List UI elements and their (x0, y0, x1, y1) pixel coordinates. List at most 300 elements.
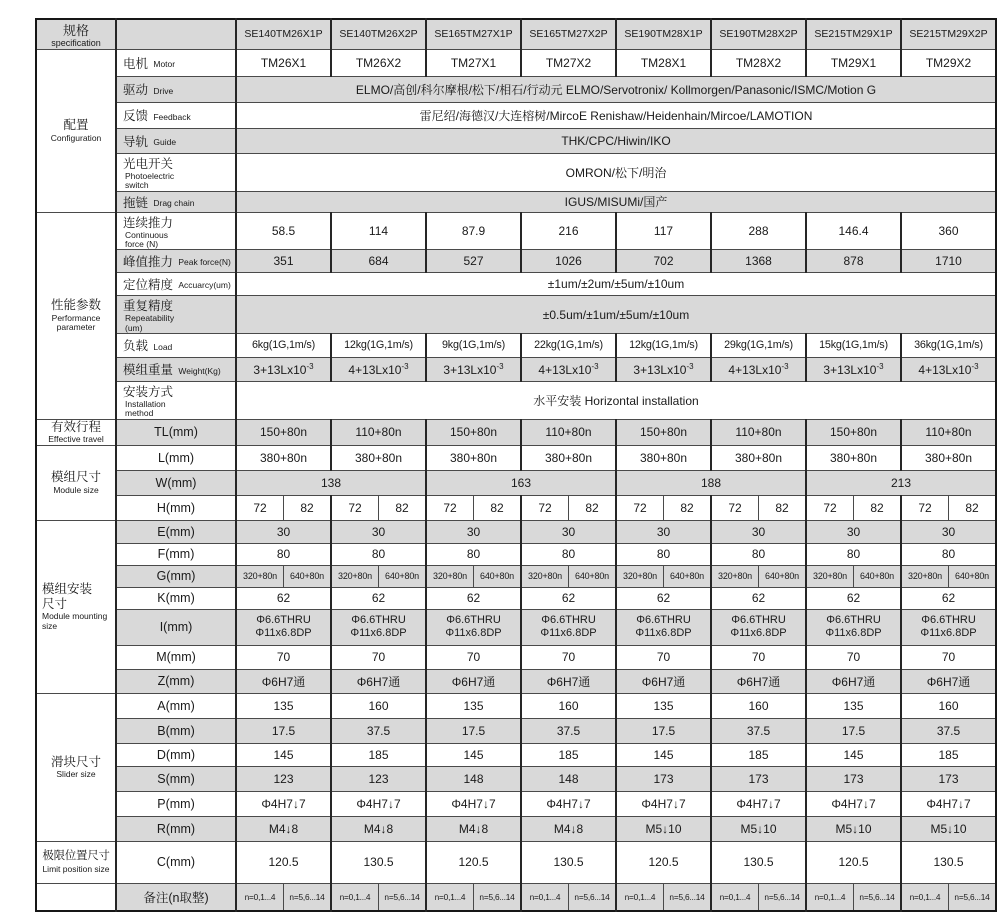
value-cell: 80 (711, 543, 806, 565)
label-en: Continuous force (N) (125, 229, 169, 249)
label-zh: 滑块尺寸 (50, 754, 101, 769)
label-en: Load (153, 341, 173, 352)
table-row (36, 645, 996, 669)
row-label-i: I(mm) (116, 609, 236, 645)
value-cell (806, 357, 901, 381)
value-cell: 1710 (901, 250, 996, 273)
value-cell: Φ4H7↓7 (236, 791, 331, 816)
hole-spec-line2: Φ11x6.8DP (825, 627, 882, 640)
label-zh: 安装方式 (123, 384, 174, 399)
value-cell: 82 (854, 495, 902, 520)
hole-spec-line1: Φ6.6THRU (826, 614, 881, 627)
value-cell: ±0.5um/±1um/±5um/±10um (236, 296, 996, 334)
product-header: SE140TM26X1P (236, 19, 331, 49)
hole-spec-line1: Φ6.6THRU (921, 614, 976, 627)
hole-spec-line1: Φ6.6THRU (256, 614, 311, 627)
value-cell: M4↓8 (331, 816, 426, 841)
value-cell: 138 (236, 470, 426, 495)
value-cell: 213 (806, 470, 996, 495)
hole-spec-line1: Φ6.6THRU (731, 614, 786, 627)
value-cell: 70 (711, 645, 806, 669)
table-row (36, 419, 996, 445)
hole-spec-line1: Φ6.6THRU (541, 614, 596, 627)
value-cell: 82 (474, 495, 522, 520)
value-cell: 145 (616, 743, 711, 766)
value-cell: 380+80n (236, 445, 331, 470)
label-en: Accuarcy(um) (178, 280, 231, 291)
value-cell: ELMO/高创/科尔摩根/松下/相石/行动元 ELMO/Servotronix/ Kollmorgen/Panasonic/ISMC/Motion G (236, 76, 996, 102)
value-cell: n=5,6...14 (474, 883, 522, 911)
row-label-peak-force (116, 250, 236, 273)
spec-sheet (35, 18, 997, 912)
value-cell: Φ6H7通 (806, 669, 901, 693)
value-cell: 雷尼绍/海德汉/大连榕树/MircoE Renishaw/Heidenhain/Mircoe/LAMOTION (236, 102, 996, 128)
product-header: SE215TM29X2P (901, 19, 996, 49)
value-cell: 29kg(1G,1m/s) (711, 333, 806, 357)
value-cell: 37.5 (331, 718, 426, 743)
label-zh: 模组尺寸 (50, 470, 101, 485)
value-cell: 288 (711, 212, 806, 250)
value-cell: Φ4H7↓7 (711, 791, 806, 816)
value-cell: Φ6H7通 (711, 669, 806, 693)
value-cell: 185 (521, 743, 616, 766)
row-label-h: H(mm) (116, 495, 236, 520)
label-zh: 峰值推力 (123, 255, 174, 270)
value-cell: 62 (901, 587, 996, 609)
row-label-w: W(mm) (116, 470, 236, 495)
value-cell: n=0,1...4 (521, 883, 569, 911)
value-cell: 17.5 (616, 718, 711, 743)
weight-exponent: -3 (306, 361, 314, 371)
value-cell: 130.5 (331, 841, 426, 883)
value-cell: 72 (616, 495, 664, 520)
hole-spec-line2: Φ11x6.8DP (255, 627, 312, 640)
row-label-photoelectric-switch (116, 153, 236, 191)
table-row (36, 693, 996, 718)
table-row (36, 543, 996, 565)
value-cell: 146.4 (806, 212, 901, 250)
value-cell: 120.5 (426, 841, 521, 883)
label-zh: 电机 (123, 56, 149, 71)
value-cell: 120.5 (236, 841, 331, 883)
value-cell: 320+80n (711, 565, 759, 587)
value-cell: 173 (901, 766, 996, 791)
label-en: specification (51, 38, 101, 48)
value-cell: 62 (711, 587, 806, 609)
label-en: Repeatability (um) (125, 313, 175, 333)
value-cell: 70 (806, 645, 901, 669)
table-row (36, 357, 996, 381)
value-cell: 80 (901, 543, 996, 565)
table-row (36, 609, 996, 645)
value-cell (711, 357, 806, 381)
label-zh: 定位精度 (123, 278, 174, 293)
table-row (36, 296, 996, 334)
value-cell: 878 (806, 250, 901, 273)
value-cell: 123 (236, 766, 331, 791)
value-cell: M5↓10 (616, 816, 711, 841)
value-cell: 684 (331, 250, 426, 273)
value-cell: 145 (806, 743, 901, 766)
value-cell: 70 (236, 645, 331, 669)
value-cell: 380+80n (426, 445, 521, 470)
label-en: Peak force(N) (178, 257, 231, 268)
table-row (36, 766, 996, 791)
value-cell: M5↓10 (806, 816, 901, 841)
table-row (36, 212, 996, 250)
label-en: Installation method (125, 398, 166, 419)
label-zh: 导轨 (123, 134, 149, 149)
value-cell: 173 (616, 766, 711, 791)
value-cell: 12kg(1G,1m/s) (616, 333, 711, 357)
value-cell (806, 609, 901, 645)
label-zh: 有效行程 (50, 419, 101, 434)
label-en: Drag chain (153, 197, 195, 208)
row-label-r: R(mm) (116, 816, 236, 841)
weight-base: 3+13Lx10 (823, 362, 877, 377)
bottom-left-empty-cell (36, 883, 116, 911)
value-cell: 120.5 (616, 841, 711, 883)
value-cell: TM29X2 (901, 49, 996, 76)
value-cell: TM27X2 (521, 49, 616, 76)
value-cell: 62 (331, 587, 426, 609)
value-cell: 148 (521, 766, 616, 791)
value-cell: 82 (759, 495, 807, 520)
value-cell: 30 (806, 520, 901, 543)
table-row (36, 669, 996, 693)
row-label-p: P(mm) (116, 791, 236, 816)
section-label-limit-position-size (36, 841, 116, 883)
label-zh: 光电开关 (123, 156, 174, 171)
value-cell: 30 (616, 520, 711, 543)
value-cell: 145 (236, 743, 331, 766)
value-cell: 145 (426, 743, 521, 766)
row-label-repeatability (116, 296, 236, 334)
value-cell: 173 (806, 766, 901, 791)
value-cell: 82 (379, 495, 427, 520)
hole-spec-line2: Φ11x6.8DP (920, 627, 977, 640)
row-label-feedback (116, 102, 236, 128)
value-cell: 72 (901, 495, 949, 520)
value-cell: Φ4H7↓7 (426, 791, 521, 816)
hole-spec-line1: Φ6.6THRU (446, 614, 501, 627)
value-cell: 6kg(1G,1m/s) (236, 333, 331, 357)
value-cell: 72 (806, 495, 854, 520)
value-cell (901, 609, 996, 645)
row-label-s: S(mm) (116, 766, 236, 791)
value-cell: 320+80n (616, 565, 664, 587)
row-label-load (116, 333, 236, 357)
value-cell: Φ6H7通 (426, 669, 521, 693)
value-cell: n=0,1...4 (616, 883, 664, 911)
value-cell: 160 (711, 693, 806, 718)
value-cell: 640+80n (854, 565, 902, 587)
value-cell: Φ4H7↓7 (806, 791, 901, 816)
value-cell (521, 357, 616, 381)
table-row (36, 445, 996, 470)
value-cell: TM26X2 (331, 49, 426, 76)
value-cell: 640+80n (379, 565, 427, 587)
value-cell: 72 (521, 495, 569, 520)
table-row (36, 250, 996, 273)
value-cell: 320+80n (901, 565, 949, 587)
value-cell: 320+80n (806, 565, 854, 587)
value-cell: Φ6H7通 (521, 669, 616, 693)
hole-spec-line2: Φ11x6.8DP (540, 627, 597, 640)
value-cell: 185 (331, 743, 426, 766)
table-row (36, 495, 996, 520)
table-row (36, 153, 996, 191)
value-cell: 80 (806, 543, 901, 565)
product-header: SE215TM29X1P (806, 19, 901, 49)
label-zh: 模组安装尺寸 (42, 582, 93, 611)
value-cell: n=0,1...4 (331, 883, 379, 911)
label-zh: 驱动 (123, 83, 149, 98)
hole-spec-line2: Φ11x6.8DP (350, 627, 407, 640)
label-en: Slider size (56, 769, 96, 780)
value-cell: 130.5 (711, 841, 806, 883)
value-cell: 62 (426, 587, 521, 609)
row-label-k: K(mm) (116, 587, 236, 609)
value-cell: 37.5 (901, 718, 996, 743)
row-label-f: F(mm) (116, 543, 236, 565)
label-en: Weight(Kg) (178, 365, 221, 376)
value-cell: 130.5 (901, 841, 996, 883)
table-row (36, 841, 996, 883)
value-cell: 80 (616, 543, 711, 565)
value-cell: 185 (711, 743, 806, 766)
table-row (36, 743, 996, 766)
table-row (36, 128, 996, 153)
value-cell: n=5,6...14 (664, 883, 712, 911)
value-cell: Φ6H7通 (236, 669, 331, 693)
value-cell: 110+80n (521, 419, 616, 445)
hole-spec-line2: Φ11x6.8DP (635, 627, 692, 640)
label-en: Drive (153, 85, 174, 96)
weight-base: 3+13Lx10 (253, 362, 307, 377)
label-en: Performance parameter (51, 312, 101, 333)
value-cell: 82 (664, 495, 712, 520)
table-row (36, 76, 996, 102)
weight-base: 4+13Lx10 (728, 362, 782, 377)
row-label-l: L(mm) (116, 445, 236, 470)
value-cell: Φ6H7通 (901, 669, 996, 693)
value-cell: IGUS/MISUMi/国产 (236, 191, 996, 212)
hole-spec-line2: Φ11x6.8DP (445, 627, 502, 640)
value-cell: M4↓8 (236, 816, 331, 841)
value-cell (521, 609, 616, 645)
table-row (36, 333, 996, 357)
value-cell: 188 (616, 470, 806, 495)
row-label-d: D(mm) (116, 743, 236, 766)
label-zh: 极限位置尺寸 (42, 850, 110, 863)
label-en: Guide (153, 137, 177, 148)
value-cell: 320+80n (331, 565, 379, 587)
value-cell: 135 (426, 693, 521, 718)
value-cell: 123 (331, 766, 426, 791)
table-row (36, 816, 996, 841)
value-cell: Φ4H7↓7 (901, 791, 996, 816)
value-cell: n=0,1...4 (806, 883, 854, 911)
value-cell: n=0,1...4 (901, 883, 949, 911)
value-cell: TM29X1 (806, 49, 901, 76)
value-cell: 70 (331, 645, 426, 669)
value-cell: TM27X1 (426, 49, 521, 76)
section-label-effective-travel (36, 419, 116, 445)
value-cell: 320+80n (521, 565, 569, 587)
row-label-motor (116, 49, 236, 76)
value-cell: 148 (426, 766, 521, 791)
corner-spec-label (36, 19, 116, 49)
value-cell: M5↓10 (901, 816, 996, 841)
value-cell: 114 (331, 212, 426, 250)
label-zh: 配置 (63, 118, 89, 133)
label-zh: 反馈 (123, 109, 149, 124)
value-cell: 351 (236, 250, 331, 273)
value-cell: OMRON/松下/明治 (236, 153, 996, 191)
value-cell (711, 609, 806, 645)
value-cell: 1026 (521, 250, 616, 273)
value-cell: M4↓8 (521, 816, 616, 841)
value-cell: n=0,1...4 (426, 883, 474, 911)
value-cell: 640+80n (759, 565, 807, 587)
product-header: SE140TM26X2P (331, 19, 426, 49)
value-cell: TM28X1 (616, 49, 711, 76)
value-cell: 58.5 (236, 212, 331, 250)
value-cell: 527 (426, 250, 521, 273)
value-cell: 30 (711, 520, 806, 543)
value-cell: Φ6H7通 (616, 669, 711, 693)
label-zh: 连续推力 (123, 215, 174, 230)
value-cell: 9kg(1G,1m/s) (426, 333, 521, 357)
label-zh: 规格 (62, 23, 89, 38)
value-cell: 70 (901, 645, 996, 669)
label-zh: 模组重量 (123, 363, 174, 378)
table-row (36, 791, 996, 816)
section-label-configuration (36, 49, 116, 212)
section-label-slider-size (36, 693, 116, 841)
value-cell: 110+80n (711, 419, 806, 445)
value-cell: 640+80n (474, 565, 522, 587)
value-cell: 117 (616, 212, 711, 250)
value-cell: 37.5 (711, 718, 806, 743)
value-cell: 80 (426, 543, 521, 565)
label-zh: 重复精度 (123, 299, 174, 314)
value-cell: M4↓8 (426, 816, 521, 841)
row-label-b: B(mm) (116, 718, 236, 743)
value-cell: 135 (806, 693, 901, 718)
value-cell: TM26X1 (236, 49, 331, 76)
value-cell: 72 (426, 495, 474, 520)
value-cell: 160 (901, 693, 996, 718)
value-cell: 30 (521, 520, 616, 543)
weight-base: 3+13Lx10 (443, 362, 497, 377)
value-cell: 110+80n (901, 419, 996, 445)
value-cell: Φ4H7↓7 (331, 791, 426, 816)
label-en: Effective travel (48, 434, 104, 445)
value-cell: 80 (236, 543, 331, 565)
value-cell: 17.5 (236, 718, 331, 743)
value-cell: 150+80n (616, 419, 711, 445)
value-cell: 1368 (711, 250, 806, 273)
value-cell: 702 (616, 250, 711, 273)
value-cell: 216 (521, 212, 616, 250)
row-label-drag-chain (116, 191, 236, 212)
value-cell: 37.5 (521, 718, 616, 743)
value-cell: 640+80n (284, 565, 332, 587)
header-row (36, 19, 996, 49)
value-cell: 130.5 (521, 841, 616, 883)
section-label-performance (36, 212, 116, 419)
value-cell: 380+80n (521, 445, 616, 470)
weight-exponent: -3 (496, 361, 504, 371)
table-row (36, 191, 996, 212)
value-cell: 12kg(1G,1m/s) (331, 333, 426, 357)
value-cell: n=5,6...14 (284, 883, 332, 911)
table-row (36, 273, 996, 296)
value-cell: 30 (331, 520, 426, 543)
value-cell: 82 (569, 495, 617, 520)
value-cell (331, 357, 426, 381)
row-label-accuracy (116, 273, 236, 296)
value-cell: 185 (901, 743, 996, 766)
value-cell: 110+80n (331, 419, 426, 445)
weight-base: 4+13Lx10 (918, 362, 972, 377)
row-label-g: G(mm) (116, 565, 236, 587)
value-cell: 22kg(1G,1m/s) (521, 333, 616, 357)
row-label-m: M(mm) (116, 645, 236, 669)
hole-spec-line2: Φ11x6.8DP (730, 627, 787, 640)
row-label-tl: TL(mm) (116, 419, 236, 445)
row-label-z: Z(mm) (116, 669, 236, 693)
value-cell: n=5,6...14 (379, 883, 427, 911)
weight-exponent: -3 (591, 361, 599, 371)
value-cell: 80 (331, 543, 426, 565)
value-cell: 72 (236, 495, 284, 520)
value-cell: 72 (711, 495, 759, 520)
row-label-installation (116, 381, 236, 419)
value-cell: Φ4H7↓7 (521, 791, 616, 816)
row-label-remark: 备注(n取整) (116, 883, 236, 911)
weight-exponent: -3 (971, 361, 979, 371)
table-row (36, 470, 996, 495)
section-label-module-size (36, 445, 116, 520)
value-cell (236, 609, 331, 645)
table-row (36, 883, 996, 911)
value-cell: 380+80n (711, 445, 806, 470)
value-cell: 62 (616, 587, 711, 609)
hole-spec-line1: Φ6.6THRU (351, 614, 406, 627)
label-en: Module mounting size (42, 610, 108, 631)
value-cell: 36kg(1G,1m/s) (901, 333, 996, 357)
value-cell: 120.5 (806, 841, 901, 883)
value-cell (901, 357, 996, 381)
value-cell (426, 609, 521, 645)
value-cell: 62 (521, 587, 616, 609)
value-cell: 640+80n (569, 565, 617, 587)
value-cell: 17.5 (426, 718, 521, 743)
weight-base: 4+13Lx10 (538, 362, 592, 377)
value-cell: 70 (616, 645, 711, 669)
value-cell: 82 (284, 495, 332, 520)
section-label-module-mounting-size (36, 520, 116, 693)
value-cell: 135 (236, 693, 331, 718)
value-cell: n=0,1...4 (236, 883, 284, 911)
value-cell: 360 (901, 212, 996, 250)
value-cell: 640+80n (664, 565, 712, 587)
value-cell: 320+80n (426, 565, 474, 587)
value-cell: 70 (521, 645, 616, 669)
